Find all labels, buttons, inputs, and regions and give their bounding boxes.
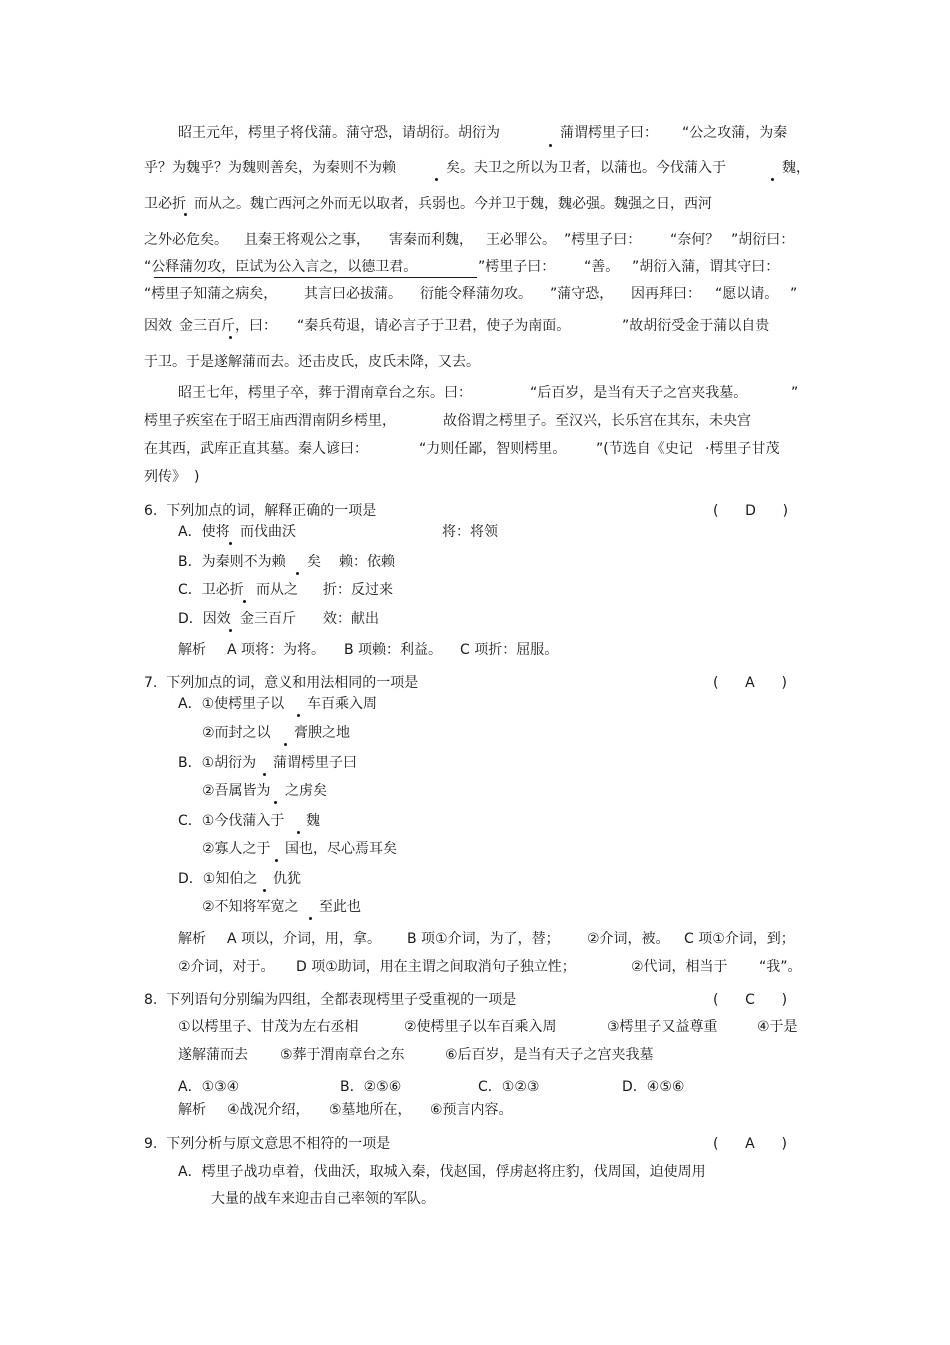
- text-run: “善。: [584, 259, 620, 275]
- text-run: 魏: [306, 813, 320, 829]
- option-b: B．②⑤⑥: [340, 1079, 402, 1095]
- text-run: 矣: [307, 554, 321, 570]
- emphasis-dot: [297, 831, 300, 834]
- option-d-2: ②不知将军宽之: [202, 899, 299, 915]
- text-run: 王必罪公。: [486, 232, 556, 248]
- text-run: 金三百斤: [240, 611, 296, 627]
- text-run: 卫必折: [144, 196, 186, 212]
- text-run: “愿以请。: [715, 286, 779, 302]
- option-d: D．因效: [178, 611, 231, 627]
- question-stem: 6. 下列加点的词，解释正确的一项是: [144, 503, 377, 519]
- text-run: ”: [791, 385, 799, 401]
- emphasis-dot: [275, 859, 278, 862]
- option-c: C．①今伐蒲入于: [178, 813, 285, 829]
- text-run: “樗里子知蒲之病矣，: [144, 286, 278, 302]
- text-run: 金三百斤，曰：: [179, 318, 277, 334]
- answer-key: ( D ): [713, 503, 789, 519]
- text-run: 列传》: [144, 469, 186, 485]
- text-underline: [154, 277, 477, 278]
- emphasis-dot: [274, 801, 277, 804]
- text-run: 乎？为魏乎？为魏则善矣，为秦则不为赖: [144, 160, 396, 176]
- emphasis-dot: [263, 889, 266, 892]
- option-a: A．①使樗里子以: [178, 696, 285, 712]
- explanation-text: A 项将：为将。: [227, 642, 326, 658]
- text-run: 之虏矣: [285, 783, 327, 799]
- explanation-text: C 项折：屈服。: [460, 642, 559, 658]
- emphasis-dot: [771, 178, 774, 181]
- text-run: 魏，: [782, 160, 810, 176]
- text-run: 故俗谓之樗里子。至汉兴，长乐宫在其东，未央宫: [443, 413, 751, 429]
- text-run: 车百乘入周: [307, 696, 377, 712]
- option-a-2: ②而封之以: [202, 725, 271, 741]
- text-run: ”樗里子曰：: [478, 259, 556, 275]
- answer-key: ( C ): [713, 992, 788, 1008]
- explanation-text: ②代词，相当于: [631, 959, 728, 975]
- explanation-text: B 项赖：利益。: [344, 642, 443, 658]
- text-run: 于卫。于是遂解蒲而去。还击皮氏，皮氏未降，又去。: [144, 354, 480, 370]
- text-run: 赖：依赖: [339, 554, 395, 570]
- emphasis-dot: [435, 178, 438, 181]
- option-a: A．使将: [178, 524, 230, 540]
- explanation-text: ④战况介绍，: [227, 1102, 310, 1118]
- text-run: “公之攻蒲，为秦: [682, 125, 788, 141]
- text-run: 膏腴之地: [294, 725, 350, 741]
- emphasis-dot: [284, 743, 287, 746]
- text-run: 而伐曲沃: [240, 524, 296, 540]
- option-b: B．为秦则不为赖: [178, 554, 286, 570]
- text-run: 之外必危矣。: [144, 232, 228, 248]
- emphasis-dot: [229, 629, 232, 632]
- text-run: “秦兵苟退，请必言子于卫君，使子为南面。: [297, 318, 571, 334]
- text-run: 至此也: [319, 899, 361, 915]
- explanation-label: 解析: [178, 642, 206, 658]
- text-run: 折：反过来: [323, 582, 393, 598]
- option-c-2: ②寡人之于: [202, 841, 271, 857]
- answer-key: ( A ): [713, 1136, 787, 1152]
- explanation-text: ⑤墓地所在，: [329, 1102, 412, 1118]
- explanation-text: B 项①介词，为了，替；: [407, 931, 560, 947]
- explanation-label: 解析: [178, 931, 206, 947]
- text-run: 效：献出: [323, 611, 379, 627]
- text-run: 害秦而利魏，: [389, 232, 473, 248]
- text-run: ): [194, 469, 200, 485]
- option-a: A．①③④: [178, 1079, 240, 1095]
- text-run: 且秦王将观公之事，: [244, 232, 370, 248]
- option-d: D．④⑤⑥: [622, 1079, 685, 1095]
- explanation-text: ②介词，对于。: [178, 959, 275, 975]
- text-run: 昭王元年，樗里子将伐蒲。蒲守恐，请胡衍。胡衍为: [178, 125, 500, 141]
- question-stem: 8. 下列语句分别编为四组，全都表现樗里子受重视的一项是: [144, 992, 517, 1008]
- text-run: 在其西，武库正直其墓。秦人谚曰：: [144, 441, 368, 457]
- statement-list: ③樗里子又益尊重: [607, 1019, 718, 1035]
- text-run: 因再拜曰：: [631, 286, 701, 302]
- text-run: 昭王七年，樗里子卒，葬于渭南章台之东。曰：: [178, 385, 472, 401]
- emphasis-dot: [263, 773, 266, 776]
- option-b-2: ②吾属皆为: [202, 783, 271, 799]
- explanation-text: D 项①助词，用在主谓之间取消句子独立性；: [296, 959, 576, 975]
- text-run: ”故胡衍受金于蒲以自贵: [622, 318, 770, 334]
- text-run: 将：将领: [442, 524, 498, 540]
- text-run: “公释蒲勿攻，臣试为公入言之，以德卫君。: [144, 259, 418, 275]
- explanation-text: ②介词，被。: [587, 931, 670, 947]
- statement-list: ②使樗里子以车百乘入周: [404, 1019, 557, 1035]
- option-c: C．①②③: [478, 1079, 540, 1095]
- emphasis-dot: [309, 917, 312, 920]
- text-run: 仇犹: [273, 871, 301, 887]
- explanation-text: A 项以，介词，用，拿。: [227, 931, 382, 947]
- emphasis-dot: [297, 714, 300, 717]
- option-b: B．①胡衍为: [178, 755, 257, 771]
- explanation-text: C 项①介词，到；: [684, 931, 795, 947]
- text-run: 蒲谓樗里子曰：: [560, 125, 658, 141]
- emphasis-dot: [184, 213, 187, 216]
- explanation-label: 解析: [178, 1102, 206, 1118]
- emphasis-dot: [296, 572, 299, 575]
- emphasis-dot: [549, 144, 552, 147]
- text-run: 而从之。魏亡西河之外而无以取者，兵弱也。今并卫于魏，魏必强。魏强之日，西河: [194, 196, 712, 212]
- option-a: A．樗里子战功卓着，伐曲沃，取城入秦，伐赵国，俘虏赵将庄豹，伐周国，迫使周用: [178, 1164, 706, 1180]
- explanation-text: “我”。: [759, 959, 802, 975]
- text-run: 而从之: [256, 582, 298, 598]
- answer-key: ( A ): [713, 675, 787, 691]
- question-stem: 9. 下列分析与原文意思不相符的一项是: [144, 1136, 391, 1152]
- text-run: ”(节选自《史记: [596, 441, 693, 457]
- text-run: ”: [790, 286, 798, 302]
- emphasis-dot: [229, 542, 232, 545]
- text-run: ”胡衍入蒲，谓其守曰：: [632, 259, 780, 275]
- emphasis-dot: [243, 600, 246, 603]
- text-run: 矣。夫卫之所以为卫者，以蒲也。今伐蒲入于: [446, 160, 726, 176]
- text-run: ”樗里子曰：: [564, 232, 642, 248]
- text-run: “后百岁，是当有天子之宫夹我墓。: [530, 385, 748, 401]
- option-c: C．卫必折: [178, 582, 244, 598]
- text-run: ·樗里子甘茂: [705, 441, 780, 457]
- question-stem: 7. 下列加点的词，意义和用法相同的一项是: [144, 675, 419, 691]
- text-run: 国也，尽心焉耳矣: [285, 841, 397, 857]
- text-run: 衍能令释蒲勿攻。: [420, 286, 532, 302]
- emphasis-dot: [229, 336, 232, 339]
- text-run: “力则任鄙，智则樗里。: [419, 441, 567, 457]
- statement-list: ①以樗里子、甘茂为左右丞相: [178, 1019, 359, 1035]
- text-run: 蒲谓樗里子曰: [273, 755, 357, 771]
- text-run: “奈何？: [670, 232, 720, 248]
- text-run: 其言曰必拔蒲。: [304, 286, 402, 302]
- statement-list: ④于是: [757, 1019, 798, 1035]
- text-run: 樗里子疾室在于昭王庙西渭南阴乡樗里，: [144, 413, 396, 429]
- text-run: ”蒲守恐，: [550, 286, 614, 302]
- text-run: 因效: [144, 318, 172, 334]
- option-d: D．①知伯之: [178, 871, 258, 887]
- text-run: ”胡衍曰：: [731, 232, 795, 248]
- option-a-continued: 大量的战车来迎击自己率领的军队。: [211, 1191, 435, 1207]
- explanation-text: ⑥预言内容。: [430, 1102, 513, 1118]
- statement-list: 遂解蒲而去: [178, 1047, 248, 1063]
- statement-list: ⑤葬于渭南章台之东: [280, 1047, 405, 1063]
- statement-list: ⑥后百岁，是当有天子之宫夹我墓: [445, 1047, 654, 1063]
